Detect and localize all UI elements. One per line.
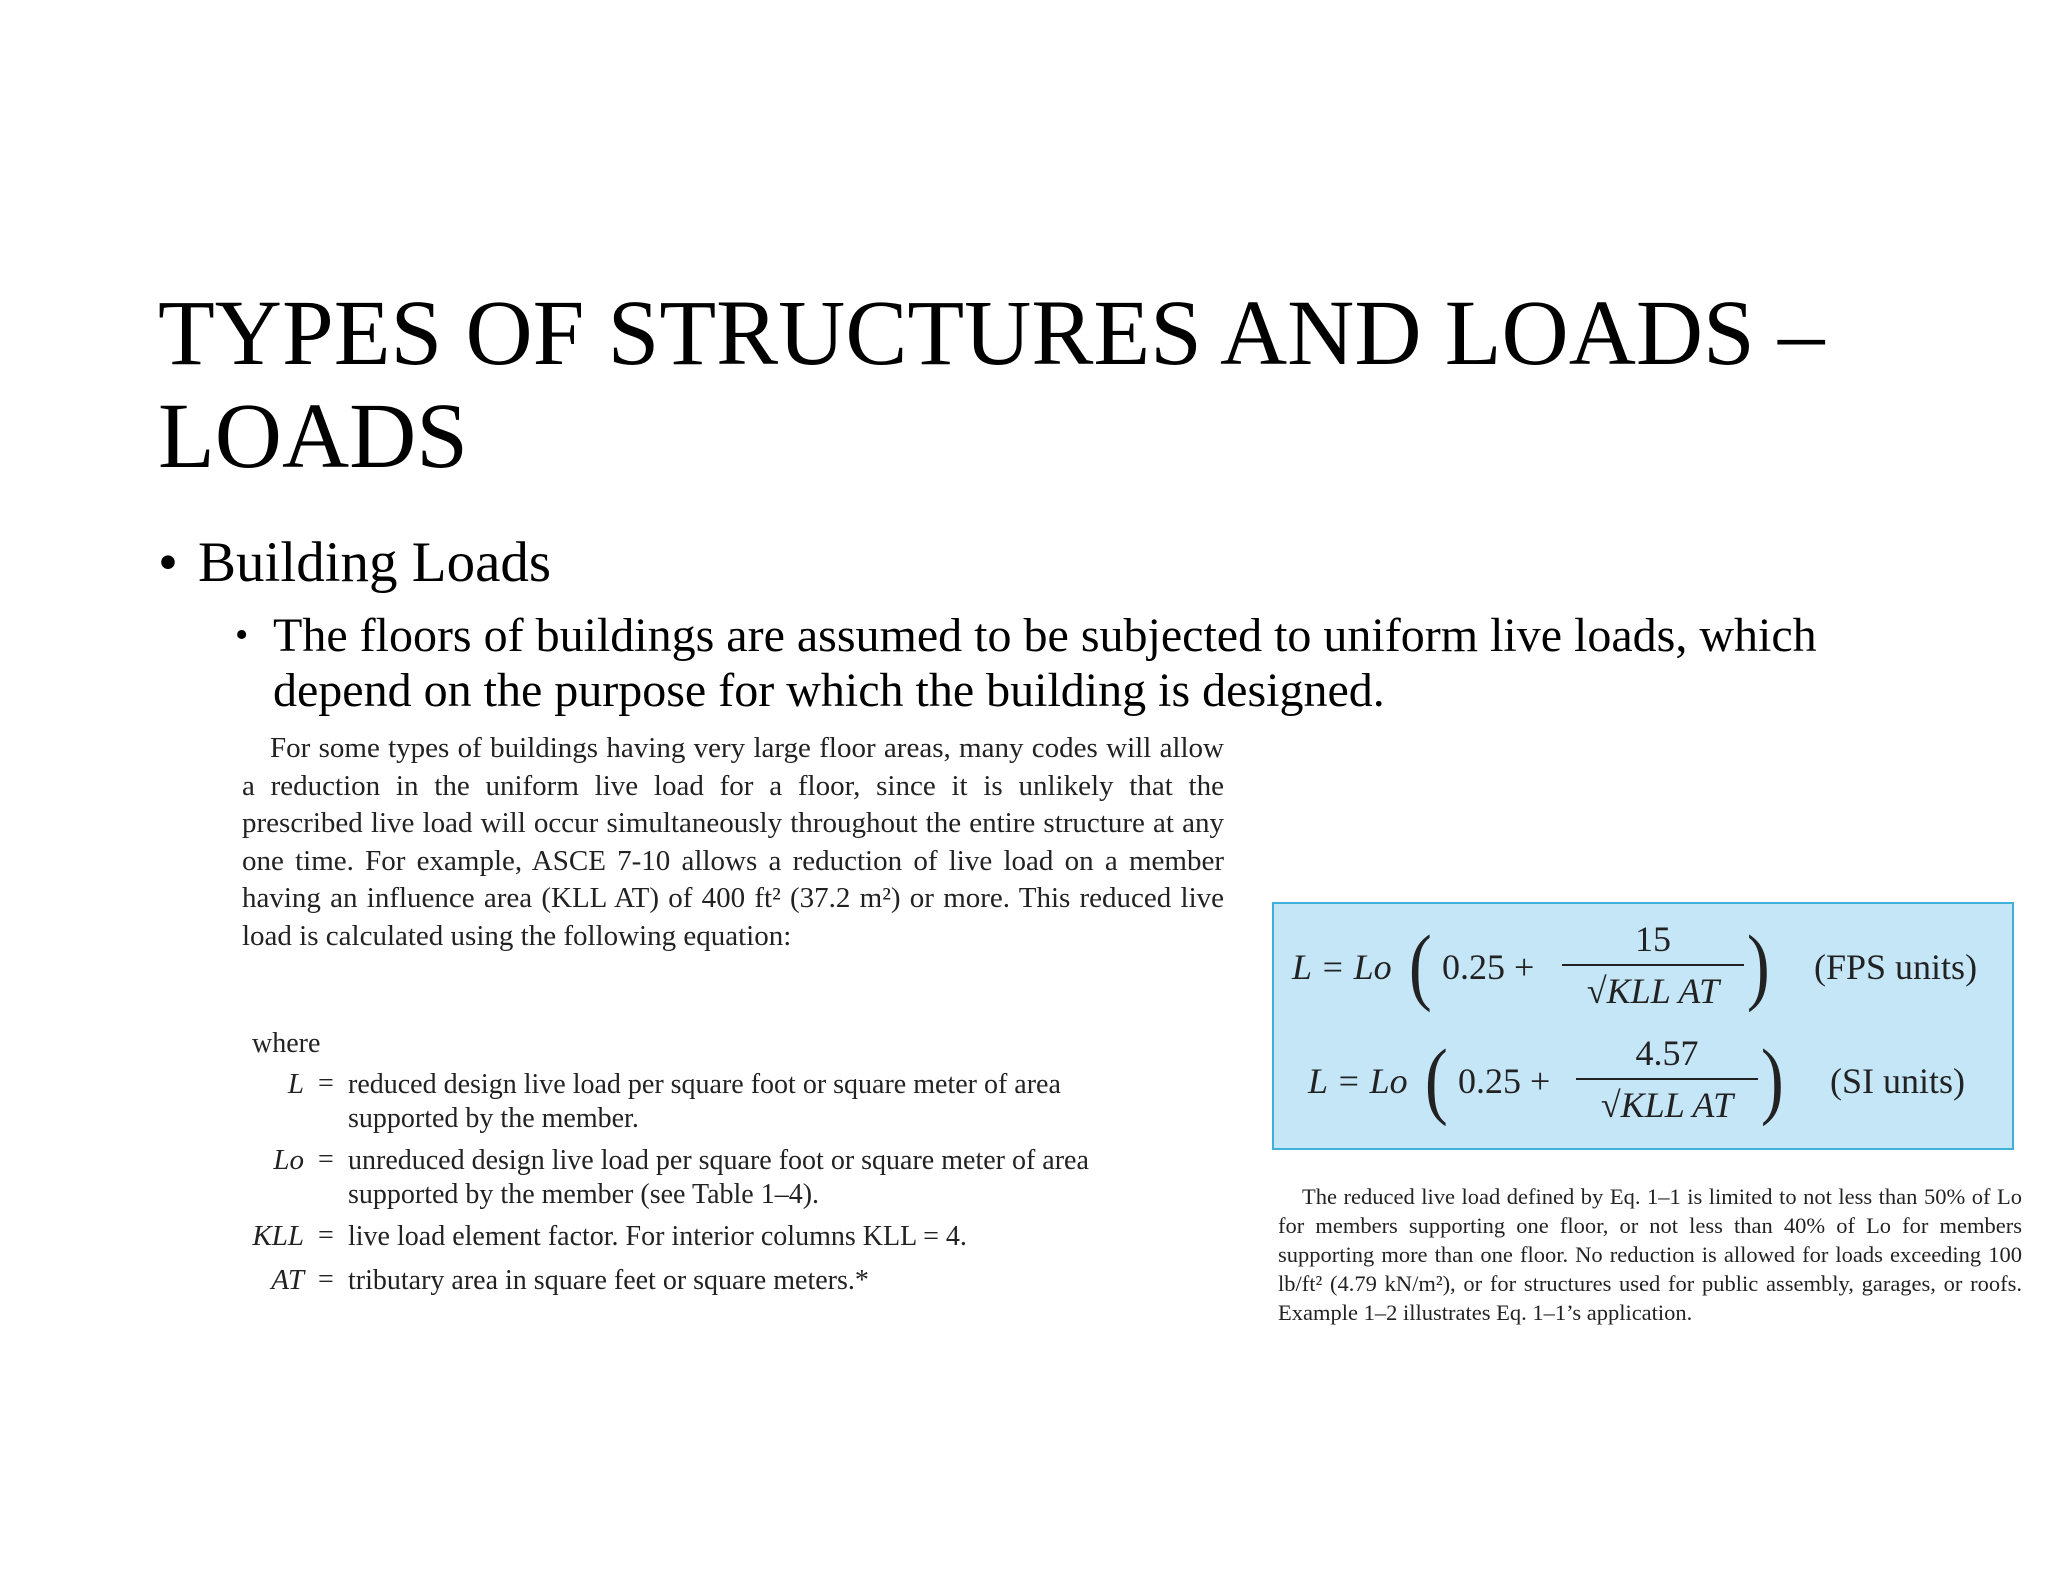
sub-bullet-text: The floors of buildings are assumed to be subjected to uniform live loads, which depend on the purpose for which the building is designed. — [273, 609, 1817, 717]
fraction-numerator: 4.57 — [1635, 1033, 1699, 1073]
definition-text: live load element factor. For interior columns KLL = 4. — [348, 1221, 967, 1252]
bullet-building-loads — [158, 528, 551, 598]
formula-lhs: L = Lo — [1308, 1061, 1408, 1101]
definition-symbol: Lo — [273, 1144, 304, 1176]
fraction-denominator: √KLL AT — [1586, 971, 1720, 1011]
definition-symbol: KLL — [252, 1220, 304, 1252]
formula-units: (FPS units) — [1814, 947, 1978, 987]
note-paragraph: The reduced live load defined by Eq. 1–1 is limited to not less than 50% of Lo for members supporting one floor, or not less than 40% of Lo for members supporting more than one floor. No reduction is allowed for loads exceeding 100 lb/ft² (4.79 kN/m²), or for structures used for public assembly, garages, or roofs. Example 1–2 illustrates Eq. 1–1’s application. — [1278, 1184, 2022, 1325]
fraction-numerator: 15 — [1635, 919, 1671, 959]
definition-text: unreduced design live load per square foot or square meter of area supported by the member (see Table 1–4). — [348, 1145, 1089, 1210]
bullet-dot: • — [158, 531, 178, 594]
formula-fraction — [1576, 1032, 1758, 1126]
where-label: where — [252, 1028, 321, 1059]
equals-sign: = — [318, 1144, 334, 1175]
formula-units: (SI units) — [1830, 1061, 1965, 1101]
definition-text: reduced design live load per square foot or square meter of area supported by the member. — [348, 1069, 1061, 1134]
equals-sign: = — [318, 1220, 334, 1251]
left-paren: ( — [1408, 917, 1432, 1013]
fraction-bar — [1576, 1078, 1758, 1080]
formula-fraction — [1562, 918, 1744, 1012]
sub-bullet-floors — [235, 608, 1835, 718]
definition-symbol: AT — [271, 1264, 304, 1296]
fraction-bar — [1562, 964, 1744, 966]
formula-lhs: L = Lo — [1292, 947, 1392, 987]
right-paren: ) — [1760, 1031, 1784, 1127]
formula-box — [1272, 902, 2014, 1150]
fraction-denominator: √KLL AT — [1600, 1085, 1734, 1125]
reduction-note — [1278, 1182, 2022, 1327]
slide-title: TYPES OF STRUCTURES AND LOADS – LOADS — [158, 282, 1825, 488]
formula-constant: 0.25 + — [1442, 947, 1535, 987]
left-paren: ( — [1424, 1031, 1448, 1127]
excerpt-paragraph: For some types of buildings having very large floor areas, many codes will allow a reduction in the uniform live load for a floor, since it is unlikely that the prescribed live load will occur simultaneously throughout the entire structure at any one time. For example, ASCE 7-10 allows a reduction of live load on a member having an influence area (KLL AT) of 400 ft² (37.2 m²) or more. This reduced live load is calculated using the following equation: — [242, 732, 1224, 952]
formula-constant: 0.25 + — [1458, 1061, 1551, 1101]
equals-sign: = — [318, 1068, 334, 1099]
textbook-excerpt — [242, 730, 1224, 955]
right-paren: ) — [1746, 917, 1770, 1013]
bullet-text: Building Loads — [198, 531, 552, 594]
bullet-dot: • — [235, 614, 249, 656]
definition-text: tributary area in square feet or square meters.* — [348, 1265, 869, 1296]
equals-sign: = — [318, 1264, 334, 1295]
definition-symbol: L — [287, 1068, 304, 1100]
